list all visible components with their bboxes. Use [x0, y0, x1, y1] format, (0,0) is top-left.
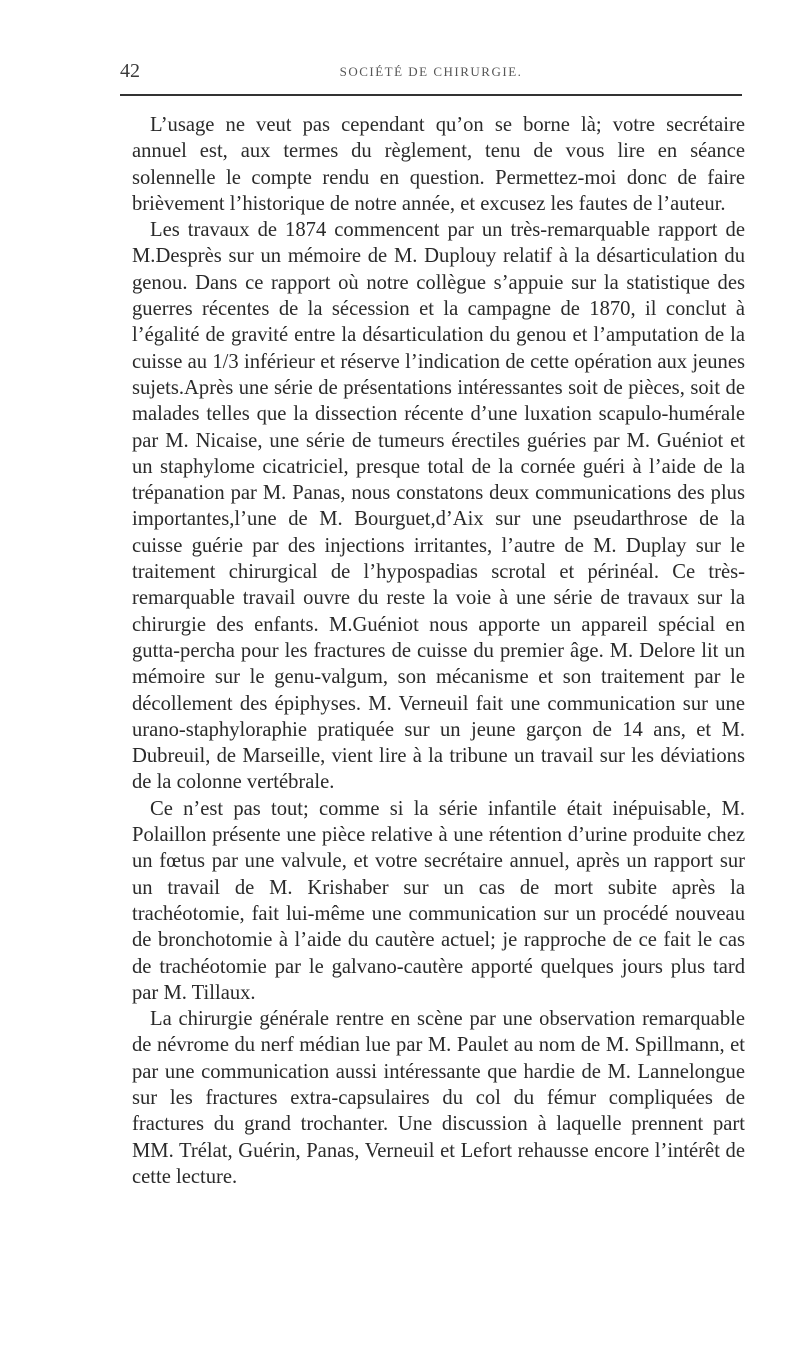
journal-title: SOCIÉTÉ DE CHIRURGIE. [339, 64, 523, 79]
paragraph: L’usage ne veut pas cependant qu’on se borne là; votre secrétaire annuel est, aux termes du règlement, tenu de vous lire en séance solennelle le compte rendu en question. Permettez-moi donc de faire brièvement l’historique de notre année, et excusez les fautes de l’auteur. [132, 114, 745, 215]
running-head [120, 60, 742, 84]
paragraph: La chirurgie générale rentre en scène par une observation remarquable de névrome du nerf médian lue par M. Paulet au nom de M. Spillmann, et par une communication aussi intéressante que hardie de M. Lannelongue sur les fractures extra-capsulaires du col du fémur compliquées de fractures du grand trochanter. Une discussion à laquelle prennent part MM. Trélat, Guérin, Panas, Verneuil et Lefort rehausse encore l’intérêt de cette lecture. [132, 1008, 745, 1188]
paragraph: Ce n’est pas tout; comme si la série infantile était inépuisable, M. Polaillon présente une pièce relative à une rétention d’urine produite chez un fœtus par une valvule, et votre secrétaire annuel, après un rapport sur un travail de M. Krishaber sur un cas de mort subite après la trachéotomie, fait lui-même une communication sur un procédé nouveau de bronchotomie à l’aide du cautère actuel; je rapproche de ce fait le cas de trachéotomie par le galvano-cautère apporté quelques jours plus tard par M. Tillaux. [132, 797, 745, 1004]
header-rule [120, 94, 742, 96]
page-number: 42 [120, 60, 140, 82]
body-text [132, 112, 745, 1190]
paragraph: Les travaux de 1874 commencent par un très-remarquable rapport de M.Desprès sur un mémoire de M. Duplouy relatif à la désarticulation du genou. Dans ce rapport où notre collègue s’appuie sur la statistique des guerres récentes de la sécession et la campagne de 1870, il conclut à l’égalité de gravité entre la désarticulation du genou et l’amputation de la cuisse au 1/3 inférieur et réserve l’indication de cette opération aux jeunes sujets.Après une série de présentations intéressantes soit de pièces, soit de malades telles que la dissection récente d’une luxation scapulo-humérale par M. Nicaise, une série de tumeurs érectiles guéries par M. Guéniot et un staphylome cicatriciel, presque total de la cornée guéri à l’aide de la trépanation par M. Panas, nous constatons deux communications des plus importantes,l’une de M. Bourguet,d’Aix sur une pseudarthrose de la cuisse guérie par des injections irritantes, l’autre de M. Duplay sur le traitement chirurgical de l’hypospadias scrotal et périnéal. Ce très-remarquable travail ouvre du reste la voie à une série de travaux sur la chirurgie des enfants. M.Guéniot nous apporte un appareil spécial en gutta-percha pour les fractures de cuisse du premier âge. M. Delore lit un mémoire sur le genu-valgum, son mécanisme et son traitement par le décollement des épiphyses. M. Verneuil fait une communication sur une urano-staphyloraphie pratiquée sur un jeune garçon de 14 ans, et M. Dubreuil, de Marseille, vient lire à la tribune un travail sur les déviations de la colonne vertébrale. [132, 219, 745, 794]
